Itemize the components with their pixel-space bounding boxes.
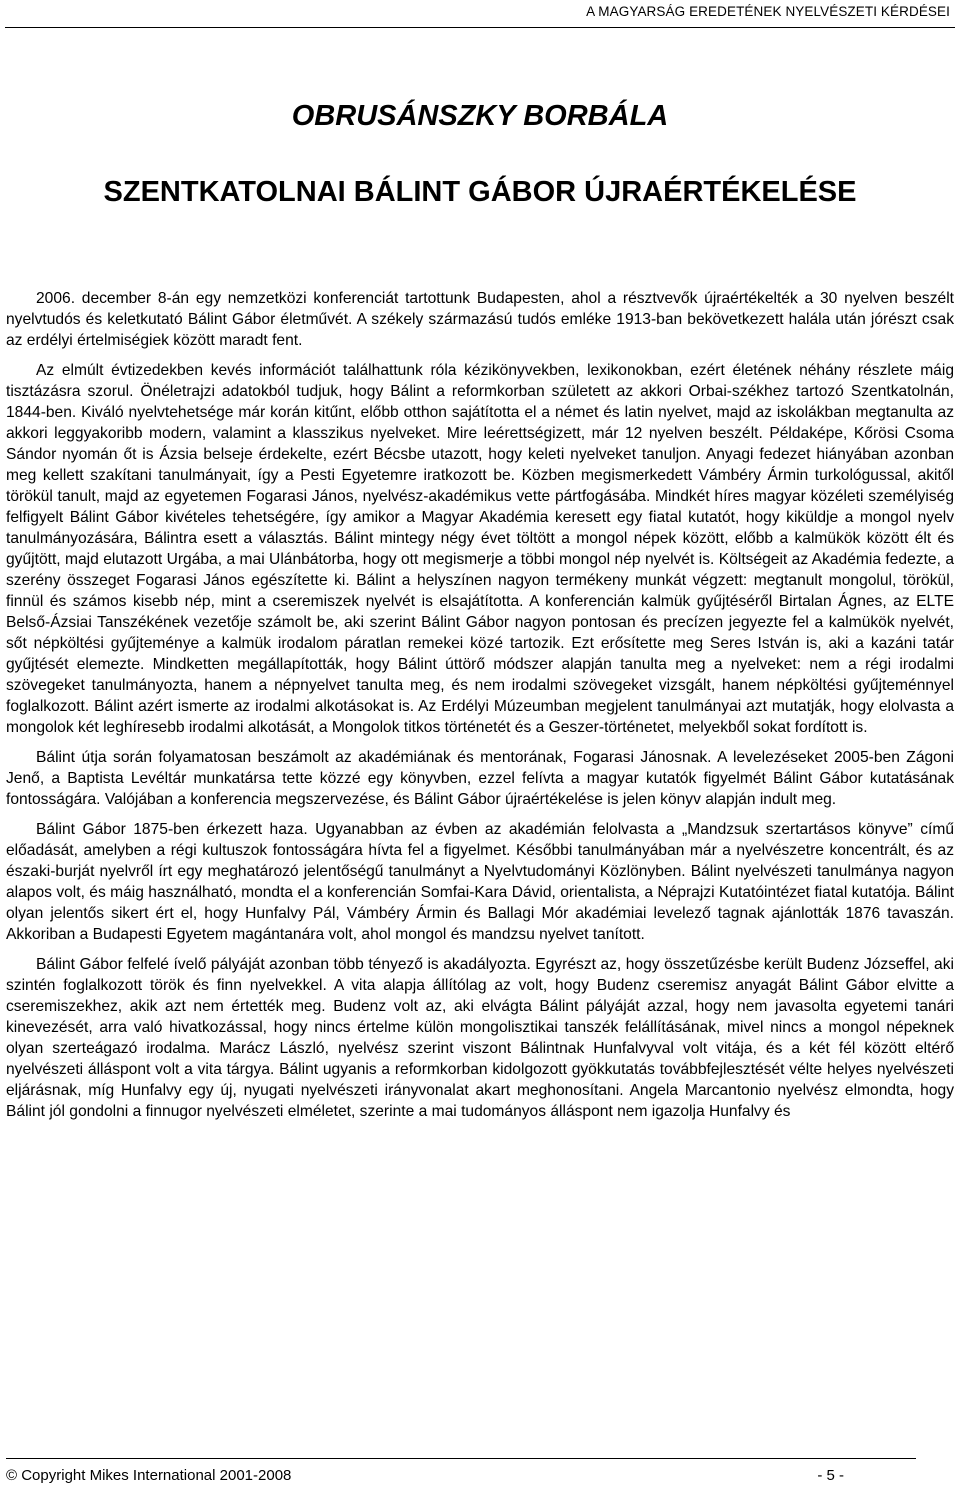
paragraph: 2006. december 8-án egy nemzetközi konferenciát tartottunk Budapesten, ahol a résztvevők újraértékelték a 30 nyelven beszélt nyelvtudós és keletkutató Bálint Gábor életművét. A székely származású tudós emléke 1913-ban bekövetkezett halála után jórészt csak az erdélyi értelmiségiek között maradt fent. [6,290,954,349]
footer-divider [6,1458,916,1459]
paragraph: Bálint útja során folyamatosan beszámolt az akadémiának és mentorának, Fogarasi Jánosnak. A levelezéseket 2005-ben Zágoni Jenő, a Baptista Levéltár munkatársa tette közzé egy könyvben, ezzel felívta a magyar kutatók figyelmét Bálint Gábor kutatásának fontosságára. Valójában a konferencia megszervezése, és Bálint Gábor újraértékelése is jelen könyv alapján indult meg. [6,749,954,808]
author-name: OBRUSÁNSZKY BORBÁLA [291,100,669,132]
paragraph: Bálint Gábor felfelé ívelő pályáját azonban több tényező is akadályozta. Egyrészt az, hogy összetűzésbe került Budenz Józseffel, aki szintén foglalkozott török és finn nyelvekkel. A vita alapja állítólag az volt, hogy Budenz cseremisz anyagát Bálint Gábor elvitte a cseremiszekhez, akik azt nem értették meg. Budenz volt az, aki elvágta Bálint pályáját azzal, hogy nem javasolta egyetemi tanári kinevezését, arra való hivatkozással, hogy nincs értelme külön mongolisztikai tanszék felállításának, mivel nincs a mongol népeknek olyan szerteágazó irodalma. Marácz László, nyelvész szerint viszont Bálintnak Hunfalvyval volt vitája, és a két fél között eltérő nyelvészeti álláspont volt a vita tárgya. Bálint ugyanis a reformkorban kidolgozott gyökkutatás továbbfejlesztését vélte helyes nyelvészeti eljárásnak, míg Hunfalvy egy új, nyugati nyelvészeti irányvonalat akart meghonosítani. Angela Marcantonio nyelvész elmondta, hogy Bálint jól gondolni a finnugor nyelvészeti elméletet, szerinte a mai tudományos álláspont nem igazolja Hunfalvy és [6,956,954,1120]
header-divider [5,27,955,28]
running-header: A MAGYARSÁG EREDETÉNEK NYELVÉSZETI KÉRDÉSEI [586,4,950,19]
document-title: SZENTKATOLNAI BÁLINT GÁBOR ÚJRAÉRTÉKELÉSE [103,176,857,208]
article-body [6,288,954,1122]
paragraph: Bálint Gábor 1875-ben érkezett haza. Ugyanabban az évben az akadémián felolvasta a „Mandzsuk szertartásos könyve” című előadását, amelyben a régi kultuszok fontosságára hívta fel a figyelmet. Későbbi tanulmányában már a nyelvészetre koncentrált, és az északi-burját nyelvről írt egy meghatározó jelentőségű tanulmányt a Nyelvtudományi Közlönyben. Bálint nyelvészeti tanulmánya nagyon alapos volt, és máig használható, mondta el a konferencián Somfai-Kara Dávid, orientalista, a Néprajzi Kutatóintézet fiatal kutatója. Bálint olyan jelentős sikert ért el, hogy Hunfalvy Pál, Vámbéry Ármin és Ballagi Mór akadémiai levelező tagnak ajánlották 1876 tavaszán. Akkoriban a Budapesti Egyetem magántanára volt, ahol mongol és mandzsu nyelvet tanított. [6,821,954,943]
paragraph: Az elmúlt évtizedekben kevés információt találhattunk róla kézikönyvekben, lexikonokban, ezért életének néhány részlete máig tisztázásra szorul. Önéletrajzi adatokból tudjuk, hogy Bálint a reformkorban született az akkori Orbai-székhez tartozó Szentkatolnán, 1844-ben. Kiváló nyelvtehetsége már korán kitűnt, előbb otthon sajátította el a német és latin nyelvet, majd az iskolákban megtanulta az akkori leggyakoribb modern, valamint a klasszikus nyelveket. Mire leérettségizett, már 12 nyelven beszélt. Példaképe, Kőrösi Csoma Sándor nyomán őt is Ázsia belseje érdekelte, ezért Bécsbe utazott, hogy keleti nyelveket tanuljon. Anyagi fedezet hiányában azonban meg kellett szakítani tanulmányait, így a Pesti Egyetemre iratkozott be. Közben megismerkedett Vámbéry Ármin turkológussal, akitől törökül tanult, majd az egyetemen Fogarasi János, nyelvész-akadémikus vette pártfogásába. Mindkét híres magyar közéleti személyiség felfigyelt Bálint Gábor kivételes tehetségére, így amikor a Magyar Akadémia keresett egy fiatal kutatót, hogy kiküldje a mongol nyelv tanulmányozására, Bálintra esett a választás. Bálint mintegy négy évet töltött a mongol népek között, előbb a kalmükök között élt és gyűjtött, majd elutazott Urgába, a mai Ulánbátorba, hogy ott megismerje a többi mongol nép nyelvét is. Költségeit az Akadémia fedezte, a szerény összeget Fogarasi János egészítette ki. Bálint a helyszínen nagyon termékeny munkát végzett: megtanult mongolul, törökül, finnül és számos kisebb nép, mint a cseremiszek nyelvét is elsajátította. A konferencián kalmük gyűjtéséről Birtalan Ágnes, az ELTE Belső-Ázsiai Tanszékének vezetője számolt be, aki szerint Bálint Gábor nagyon pontosan és precízen jegyezte fel a kalmükök nyelvét, sőt népköltési gyűjteménye a kalmük irodalom páratlan remekei közé tartozik. Ezt erősítette meg Seres István is, aki a kazáni tatár gyűjtését elemezte. Mindketten megállapították, hogy Bálint úttörő módszer alapján tanulta meg a nyelveket: nem a régi irodalmi szövegeket tanulmányozta, hanem a népnyelvet tanulta meg, és nem irodalmi szövegeket vizsgált, hanem népköltési gyűjteménnyel foglalkozott. Bálint azért ismerte az irodalmi alkotásokat is. Az Erdélyi Múzeumban megjelent tanulmányai azt mutatják, hogy elolvasta a mongolok két leghíresebb irodalmi alkotását, a Mongolok titkos történetét és a Geszer-történetet, melyekből sokat fordított is. [6,362,954,736]
footer-copyright: © Copyright Mikes International 2001-2008 [6,1467,292,1484]
page-number: - 5 - [817,1467,844,1484]
